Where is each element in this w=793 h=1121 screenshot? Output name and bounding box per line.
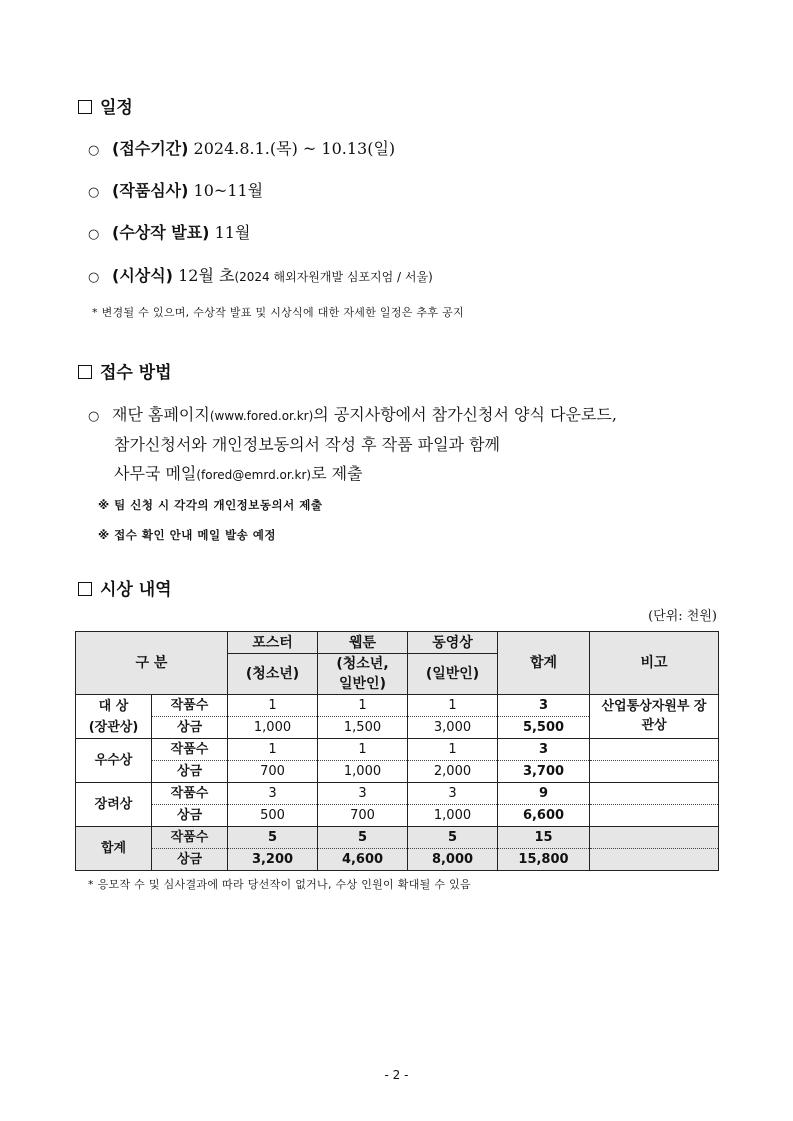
remark-empty: [590, 827, 719, 849]
grand-prize-name-cell: [76, 695, 152, 739]
header-remark: 비고: [590, 632, 719, 695]
awards-table: [75, 631, 719, 871]
checkbox-square-icon: [78, 100, 92, 114]
schedule-note: * 변경될 수 있으며, 수상작 발표 및 시상식에 대한 자세한 일정은 추후 공지: [92, 306, 465, 319]
submission-text: 로 제출: [311, 464, 363, 483]
count-video: 5: [408, 827, 498, 849]
submission-line-2: 참가신청서와 개인정보동의서 작성 후 작품 파일과 함께: [114, 435, 501, 454]
checkbox-square-icon: [78, 365, 92, 379]
prize-label: 상금: [152, 805, 228, 827]
count-webtoon: 5: [318, 827, 408, 849]
prize-webtoon: 1,000: [318, 761, 408, 783]
circle-bullet-icon: ○: [88, 227, 100, 242]
header-category: 구 분: [76, 632, 228, 695]
prize-total: 6,600: [498, 805, 590, 827]
row-name: 대 상: [98, 698, 129, 714]
header-total: 합계: [498, 632, 590, 695]
prize-webtoon: 700: [318, 805, 408, 827]
count-webtoon: 1: [318, 739, 408, 761]
unit-label: (단위: 천원): [648, 609, 717, 624]
prize-label: 상금: [152, 717, 228, 739]
submission-line-3: [114, 461, 363, 484]
prize-poster: 3,200: [228, 849, 318, 871]
prize-label: 상금: [152, 761, 228, 783]
header-poster: 포스터: [228, 632, 318, 654]
schedule-heading: [78, 93, 133, 118]
schedule-item-ceremony: [88, 263, 433, 286]
awards-heading-text: 시상 내역: [100, 580, 172, 600]
submission-heading-text: 접수 방법: [100, 363, 172, 383]
count-label: 작품수: [152, 827, 228, 849]
table-row: [76, 783, 719, 805]
count-video: 1: [408, 695, 498, 717]
prize-video: 1,000: [408, 805, 498, 827]
table-row: [76, 761, 719, 783]
submission-heading: [78, 358, 172, 383]
prize-total: 15,800: [498, 849, 590, 871]
count-poster: 5: [228, 827, 318, 849]
prize-video: 2,000: [408, 761, 498, 783]
awards-note: * 응모작 수 및 심사결과에 따라 당선작이 없거나, 수상 인원이 확대될 수 있음: [88, 878, 471, 891]
count-poster: 1: [228, 739, 318, 761]
count-label: 작품수: [152, 739, 228, 761]
schedule-item-announcement: [88, 220, 250, 243]
office-email: (fored@emrd.or.kr): [196, 468, 312, 482]
submission-note-team: ※ 팀 신청 시 각각의 개인정보동의서 제출: [98, 498, 323, 512]
prize-poster: 700: [228, 761, 318, 783]
remark-cell: 산업통상자원부 장관상: [590, 695, 719, 739]
schedule-value: 11월: [214, 223, 251, 242]
table-row: [76, 805, 719, 827]
schedule-value: 2024.8.1.(목) ~ 10.13(일): [193, 139, 396, 158]
row-name: 장려상: [76, 783, 152, 827]
prize-total: 3,700: [498, 761, 590, 783]
schedule-heading-text: 일정: [100, 98, 133, 118]
header-video: 동영상: [408, 632, 498, 654]
schedule-item-judging: [88, 178, 263, 201]
remark-empty: [590, 761, 719, 783]
submission-note-confirm: ※ 접수 확인 안내 메일 발송 예정: [98, 528, 277, 542]
prize-label: 상금: [152, 849, 228, 871]
count-video: 1: [408, 739, 498, 761]
page-number: - 2 -: [384, 1068, 409, 1082]
count-webtoon: 1: [318, 695, 408, 717]
prize-video: 3,000: [408, 717, 498, 739]
prize-poster: 1,000: [228, 717, 318, 739]
count-video: 3: [408, 783, 498, 805]
header-webtoon-sub: (청소년, 일반인): [318, 654, 408, 695]
circle-bullet-icon: ○: [88, 143, 100, 158]
schedule-label: (수상작 발표): [112, 223, 210, 242]
prize-poster: 500: [228, 805, 318, 827]
count-label: 작품수: [152, 695, 228, 717]
count-total: 15: [498, 827, 590, 849]
table-row: [76, 739, 719, 761]
schedule-label: (접수기간): [112, 139, 189, 158]
submission-line-1: [88, 402, 617, 425]
schedule-item-period: [88, 136, 395, 159]
table-header-row: [76, 632, 719, 654]
prize-webtoon: 1,500: [318, 717, 408, 739]
prize-total: 5,500: [498, 717, 590, 739]
prize-webtoon: 4,600: [318, 849, 408, 871]
table-row: [76, 695, 719, 717]
count-poster: 1: [228, 695, 318, 717]
remark-empty: [590, 849, 719, 871]
schedule-extra: (2024 해외자원개발 심포지엄 / 서울): [234, 270, 433, 284]
checkbox-square-icon: [78, 582, 92, 596]
count-label: 작품수: [152, 783, 228, 805]
row-name: 우수상: [76, 739, 152, 783]
table-row-total: [76, 849, 719, 871]
homepage-url: (www.fored.or.kr): [209, 409, 314, 423]
count-total: 3: [498, 695, 590, 717]
header-poster-sub: (청소년): [228, 654, 318, 695]
row-name: 합계: [76, 827, 152, 871]
remark-empty: [590, 783, 719, 805]
circle-bullet-icon: ○: [88, 185, 100, 200]
schedule-value: 12월 초: [178, 266, 235, 285]
remark-empty: [590, 739, 719, 761]
circle-bullet-icon: ○: [88, 270, 100, 285]
submission-text: 사무국 메일: [114, 464, 197, 483]
count-total: 9: [498, 783, 590, 805]
remark-empty: [590, 805, 719, 827]
schedule-label: (작품심사): [112, 181, 189, 200]
schedule-label: (시상식): [112, 266, 173, 285]
count-poster: 3: [228, 783, 318, 805]
submission-text: 재단 홈페이지: [112, 405, 210, 424]
submission-text: 의 공지사항에서 참가신청서 양식 다운로드,: [313, 405, 617, 424]
header-video-sub: (일반인): [408, 654, 498, 695]
row-name-sub: (장관상): [88, 719, 139, 735]
prize-video: 8,000: [408, 849, 498, 871]
count-webtoon: 3: [318, 783, 408, 805]
table-row-total: [76, 827, 719, 849]
awards-heading: [78, 575, 172, 600]
schedule-value: 10~11월: [193, 181, 264, 200]
count-total: 3: [498, 739, 590, 761]
header-webtoon: 웹툰: [318, 632, 408, 654]
circle-bullet-icon: ○: [88, 409, 100, 424]
